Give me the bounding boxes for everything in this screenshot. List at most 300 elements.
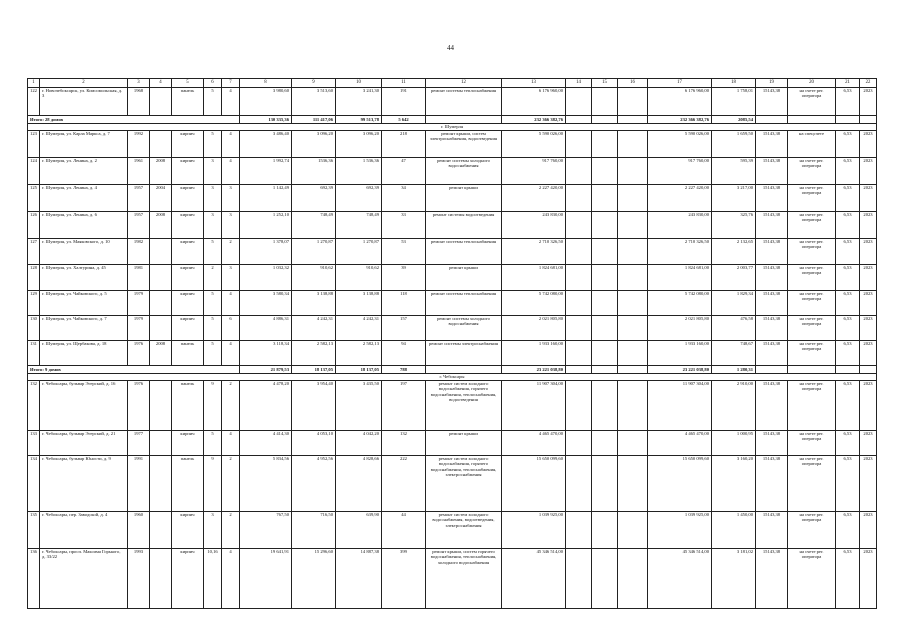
cell-year2 bbox=[150, 431, 172, 456]
cell-fund: на счете рег. оператора bbox=[788, 341, 836, 366]
cell-addr: г. Шумерля, ул. Ленина, д. 6 bbox=[40, 212, 128, 239]
cell-risk: 6,53 bbox=[836, 341, 860, 366]
cell-ent: 4 bbox=[222, 131, 240, 158]
summary-empty bbox=[618, 116, 648, 124]
cell-work: ремонт крыши bbox=[426, 265, 502, 291]
cell-risk: 6,53 bbox=[836, 158, 860, 185]
cell-fund: на счете рег. оператора bbox=[788, 88, 836, 116]
cell-a10: 4 042,20 bbox=[336, 431, 382, 456]
section-title: г. Чебоксары bbox=[28, 374, 877, 381]
summary-empty bbox=[788, 116, 836, 124]
cell-total: 2 021 805,80 bbox=[648, 316, 712, 341]
cell-work: ремонт системы холодного водоснабжения bbox=[426, 158, 502, 185]
cell-a10: 4 828,66 bbox=[336, 456, 382, 512]
column-number: 7 bbox=[222, 79, 240, 88]
cell-c14 bbox=[566, 512, 592, 549]
cell-total: 6 176 960,00 bbox=[648, 88, 712, 116]
cell-unit: 1 758,01 bbox=[712, 88, 756, 116]
cell-cost: 1 824 681,00 bbox=[502, 265, 566, 291]
cell-total: 2 227 420,00 bbox=[648, 185, 712, 212]
cell-year2 bbox=[150, 239, 172, 265]
cell-n: 133 bbox=[28, 431, 40, 456]
cell-work: ремонт системы теплоснабжения bbox=[426, 88, 502, 116]
cell-year2 bbox=[150, 316, 172, 341]
cell-year: 1976 bbox=[128, 341, 150, 366]
table-row bbox=[28, 456, 877, 512]
cell-limit: 15143,38 bbox=[756, 549, 788, 609]
cell-unit: 748,67 bbox=[712, 341, 756, 366]
cell-c16 bbox=[618, 131, 648, 158]
cell-work: ремонт системы холодного водоснабжения bbox=[426, 316, 502, 341]
cell-ent: 4 bbox=[222, 88, 240, 116]
cell-a11: 118 bbox=[382, 291, 426, 316]
cell-a8: 1 032,32 bbox=[240, 265, 292, 291]
cell-c14 bbox=[566, 265, 592, 291]
cell-c16 bbox=[618, 291, 648, 316]
table-row bbox=[28, 185, 877, 212]
cell-n: 134 bbox=[28, 456, 40, 512]
cell-fund: на счете рег. оператора bbox=[788, 512, 836, 549]
cell-work: ремонт системы теплоснабжения bbox=[426, 239, 502, 265]
cell-a8: 5 834,56 bbox=[240, 456, 292, 512]
cell-risk: 6,53 bbox=[836, 265, 860, 291]
cell-fund: на спецсчете bbox=[788, 131, 836, 158]
cell-wall: кирпич bbox=[172, 512, 204, 549]
section-row bbox=[28, 124, 877, 131]
cell-wall: кирпич bbox=[172, 212, 204, 239]
cell-limit: 15143,38 bbox=[756, 265, 788, 291]
column-number: 13 bbox=[502, 79, 566, 88]
cell-a10: 14 887,38 bbox=[336, 549, 382, 609]
cell-a9: 3 954,40 bbox=[292, 381, 336, 431]
column-number: 8 bbox=[240, 79, 292, 88]
table-row bbox=[28, 239, 877, 265]
cell-addr: г. Шумерля, ул. Чайковского, д. 5 bbox=[40, 291, 128, 316]
cell-c15 bbox=[592, 431, 618, 456]
table-row bbox=[28, 431, 877, 456]
cell-c15 bbox=[592, 88, 618, 116]
cell-risk: 6,53 bbox=[836, 316, 860, 341]
cell-fl: 3 bbox=[204, 512, 222, 549]
cell-cost: 1 039 925,00 bbox=[502, 512, 566, 549]
cell-year2 bbox=[150, 131, 172, 158]
cell-n: 136 bbox=[28, 549, 40, 609]
column-number: 16 bbox=[618, 79, 648, 88]
cell-total: 917 760,00 bbox=[648, 158, 712, 185]
column-number: 5 bbox=[172, 79, 204, 88]
cell-fund: на счете рег. оператора bbox=[788, 239, 836, 265]
summary-area-residential: 99 513,78 bbox=[336, 116, 382, 124]
column-number: 15 bbox=[592, 79, 618, 88]
cell-a8: 4 478,20 bbox=[240, 381, 292, 431]
cell-wall: кирпич bbox=[172, 158, 204, 185]
cell-a11: 53 bbox=[382, 239, 426, 265]
cell-a11: 33 bbox=[382, 212, 426, 239]
cell-a8: 4 886,31 bbox=[240, 316, 292, 341]
cell-n: 130 bbox=[28, 316, 40, 341]
cell-ent: 4 bbox=[222, 341, 240, 366]
cell-c16 bbox=[618, 212, 648, 239]
cell-total: 1 039 925,00 bbox=[648, 512, 712, 549]
cell-fund: на счете рег. оператора bbox=[788, 158, 836, 185]
cell-year: 1979 bbox=[128, 291, 150, 316]
cell-a10: 692,39 bbox=[336, 185, 382, 212]
cell-a9: 2 582,13 bbox=[292, 341, 336, 366]
cell-addr: г. Шумерля, ул. Ленина, д. 4 bbox=[40, 185, 128, 212]
cell-total: 5 590 026,00 bbox=[648, 131, 712, 158]
cell-unit: 3 217,00 bbox=[712, 185, 756, 212]
cell-year2: 2004 bbox=[150, 185, 172, 212]
cell-a8: 3 980,60 bbox=[240, 88, 292, 116]
cell-c16 bbox=[618, 316, 648, 341]
cell-year: 1957 bbox=[128, 185, 150, 212]
cell-a11: 39 bbox=[382, 265, 426, 291]
cell-a8: 19 641,91 bbox=[240, 549, 292, 609]
cell-fund: на счете рег. оператора bbox=[788, 456, 836, 512]
cell-year2: 2008 bbox=[150, 212, 172, 239]
summary-empty bbox=[566, 366, 592, 374]
cell-total: 243 830,00 bbox=[648, 212, 712, 239]
cell-n: 125 bbox=[28, 185, 40, 212]
cell-n: 126 bbox=[28, 212, 40, 239]
cell-fl: 9 bbox=[204, 381, 222, 431]
page-number: 44 bbox=[447, 44, 454, 52]
summary-label: Итого: 9 домов bbox=[28, 366, 240, 374]
cell-end: 2023 bbox=[860, 549, 877, 609]
cell-a8: 1 992,74 bbox=[240, 158, 292, 185]
cell-addr: г. Шумерля, ул. Чайковского, д. 7 bbox=[40, 316, 128, 341]
column-number: 20 bbox=[788, 79, 836, 88]
cell-risk: 6,53 bbox=[836, 212, 860, 239]
cell-a8: 1 142,49 bbox=[240, 185, 292, 212]
cell-a10: 1 270,87 bbox=[336, 239, 382, 265]
cell-c16 bbox=[618, 239, 648, 265]
cell-addr: г. Шумерля, ул. Ленина, д. 2 bbox=[40, 158, 128, 185]
column-number: 18 bbox=[712, 79, 756, 88]
cell-wall: кирпич bbox=[172, 131, 204, 158]
cell-c14 bbox=[566, 291, 592, 316]
cell-year: 1968 bbox=[128, 88, 150, 116]
cell-limit: 15143,38 bbox=[756, 88, 788, 116]
cell-c16 bbox=[618, 265, 648, 291]
table-row bbox=[28, 88, 877, 116]
cell-risk: 6,53 bbox=[836, 456, 860, 512]
cell-n: 124 bbox=[28, 158, 40, 185]
cell-cost: 4 465 470,00 bbox=[502, 431, 566, 456]
cell-unit: 1 450,00 bbox=[712, 512, 756, 549]
cell-limit: 15143,38 bbox=[756, 291, 788, 316]
column-number: 1 bbox=[28, 79, 40, 88]
cell-fund: на счете рег. оператора bbox=[788, 431, 836, 456]
cell-a9: 3 096,20 bbox=[292, 131, 336, 158]
column-number: 21 bbox=[836, 79, 860, 88]
summary-empty bbox=[592, 366, 618, 374]
cell-fl: 9 bbox=[204, 456, 222, 512]
cell-end: 2023 bbox=[860, 316, 877, 341]
cell-fund: на счете рег. оператора bbox=[788, 265, 836, 291]
cell-c14 bbox=[566, 185, 592, 212]
cell-a10: 910,62 bbox=[336, 265, 382, 291]
cell-ent: 2 bbox=[222, 512, 240, 549]
column-number: 3 bbox=[128, 79, 150, 88]
cell-unit: 2 003,77 bbox=[712, 265, 756, 291]
cell-limit: 15143,38 bbox=[756, 512, 788, 549]
cell-unit: 3 160,20 bbox=[712, 456, 756, 512]
column-number: 19 bbox=[756, 79, 788, 88]
cell-year: 1991 bbox=[128, 456, 150, 512]
cell-total: 15 650 099,60 bbox=[648, 456, 712, 512]
cell-year2: 2008 bbox=[150, 341, 172, 366]
cell-a9: 1 270,87 bbox=[292, 239, 336, 265]
summary-empty bbox=[860, 366, 877, 374]
summary-area-residential: 18 137,05 bbox=[336, 366, 382, 374]
cell-a8: 3 580,34 bbox=[240, 291, 292, 316]
cell-work: ремонт системы электроснабжения bbox=[426, 341, 502, 366]
cell-a11: 94 bbox=[382, 341, 426, 366]
summary-empty bbox=[426, 366, 502, 374]
summary-area-total: 21 879,53 bbox=[240, 366, 292, 374]
cell-year: 1992 bbox=[128, 131, 150, 158]
cell-ent: 4 bbox=[222, 291, 240, 316]
cell-a9: 15 296,60 bbox=[292, 549, 336, 609]
table-row bbox=[28, 291, 877, 316]
cell-year2 bbox=[150, 291, 172, 316]
cell-a11: 157 bbox=[382, 316, 426, 341]
cell-a10: 3 241,30 bbox=[336, 88, 382, 116]
cell-c15 bbox=[592, 131, 618, 158]
cell-work: ремонт систем холодного водоснабжения, водоотведения, электроснабжения bbox=[426, 512, 502, 549]
cell-c14 bbox=[566, 456, 592, 512]
cell-a10: 639,90 bbox=[336, 512, 382, 549]
cell-year2: 2008 bbox=[150, 158, 172, 185]
cell-end: 2023 bbox=[860, 212, 877, 239]
cell-a9: 716,50 bbox=[292, 512, 336, 549]
cell-unit: 476,58 bbox=[712, 316, 756, 341]
summary-cost: 23 221 038,80 bbox=[502, 366, 566, 374]
table-row bbox=[28, 512, 877, 549]
cell-a8: 1 252,10 bbox=[240, 212, 292, 239]
cell-cost: 11 907 304,00 bbox=[502, 381, 566, 431]
cell-a10: 748,49 bbox=[336, 212, 382, 239]
cell-risk: 6,53 bbox=[836, 512, 860, 549]
cell-a10: 1 536,36 bbox=[336, 158, 382, 185]
cell-ent: 2 bbox=[222, 239, 240, 265]
cell-n: 131 bbox=[28, 341, 40, 366]
cell-c15 bbox=[592, 265, 618, 291]
cell-year: 1976 bbox=[128, 381, 150, 431]
cell-fund: на счете рег. оператора bbox=[788, 316, 836, 341]
summary-residents: 5 642 bbox=[382, 116, 426, 124]
table-row bbox=[28, 381, 877, 431]
cell-a9: 1536,36 bbox=[292, 158, 336, 185]
table-row bbox=[28, 549, 877, 609]
cell-year2 bbox=[150, 381, 172, 431]
cell-c15 bbox=[592, 316, 618, 341]
cell-year2 bbox=[150, 456, 172, 512]
cell-work: ремонт систем холодного водоснабжения, горячего водоснабжения, теплоснабжения, водоотведения bbox=[426, 381, 502, 431]
column-number: 6 bbox=[204, 79, 222, 88]
cell-c16 bbox=[618, 88, 648, 116]
cell-risk: 6,53 bbox=[836, 549, 860, 609]
cell-fl: 5 bbox=[204, 341, 222, 366]
cell-risk: 6,53 bbox=[836, 431, 860, 456]
cell-a11: 47 bbox=[382, 158, 426, 185]
cell-ent: 2 bbox=[222, 456, 240, 512]
cell-ent: 3 bbox=[222, 265, 240, 291]
repair-register-table bbox=[27, 78, 877, 609]
cell-limit: 15143,38 bbox=[756, 456, 788, 512]
summary-empty bbox=[860, 116, 877, 124]
cell-year2 bbox=[150, 88, 172, 116]
column-number: 11 bbox=[382, 79, 426, 88]
summary-empty bbox=[756, 116, 788, 124]
cell-unit: 3 181,02 bbox=[712, 549, 756, 609]
cell-n: 127 bbox=[28, 239, 40, 265]
cell-wall: панель bbox=[172, 381, 204, 431]
cell-c14 bbox=[566, 341, 592, 366]
cell-cost: 243 830,00 bbox=[502, 212, 566, 239]
cell-fl: 5 bbox=[204, 239, 222, 265]
cell-work: ремонт систем холодного водоснабжения, горячего водоснабжения, теплоснабжения, электроснабжения bbox=[426, 456, 502, 512]
cell-c16 bbox=[618, 431, 648, 456]
cell-a9: 3 138,88 bbox=[292, 291, 336, 316]
cell-limit: 15143,38 bbox=[756, 185, 788, 212]
summary-empty bbox=[836, 116, 860, 124]
cell-a9: 4 242,31 bbox=[292, 316, 336, 341]
cell-cost: 5 742 080,00 bbox=[502, 291, 566, 316]
cell-a9: 748,49 bbox=[292, 212, 336, 239]
cell-ent: 3 bbox=[222, 185, 240, 212]
cell-n: 123 bbox=[28, 131, 40, 158]
cell-c14 bbox=[566, 381, 592, 431]
summary-area-premises: 111 417,06 bbox=[292, 116, 336, 124]
cell-year2 bbox=[150, 549, 172, 609]
cell-end: 2023 bbox=[860, 456, 877, 512]
cell-c14 bbox=[566, 431, 592, 456]
cell-n: 132 bbox=[28, 381, 40, 431]
cell-fund: на счете рег. оператора bbox=[788, 291, 836, 316]
cell-work: ремонт системы водоотведения bbox=[426, 212, 502, 239]
cell-fl: 10,16 bbox=[204, 549, 222, 609]
summary-empty bbox=[592, 116, 618, 124]
cell-year2 bbox=[150, 265, 172, 291]
summary-cost: 232 366 382,76 bbox=[502, 116, 566, 124]
cell-c16 bbox=[618, 341, 648, 366]
cell-a10: 2 582,13 bbox=[336, 341, 382, 366]
table-row bbox=[28, 316, 877, 341]
section-row bbox=[28, 374, 877, 381]
cell-ent: 2 bbox=[222, 381, 240, 431]
column-number-header bbox=[28, 79, 877, 88]
summary-empty bbox=[836, 366, 860, 374]
cell-year: 1979 bbox=[128, 316, 150, 341]
cell-c16 bbox=[618, 456, 648, 512]
summary-area-total: 130 335,36 bbox=[240, 116, 292, 124]
cell-unit: 325,76 bbox=[712, 212, 756, 239]
cell-addr: г. Чебоксары, бульвар Эгерский, д. 16 bbox=[40, 381, 128, 431]
summary-total: 232 366 382,76 bbox=[648, 116, 712, 124]
summary-unit-cost: 2085,54 bbox=[712, 116, 756, 124]
cell-a10: 3 435,50 bbox=[336, 381, 382, 431]
cell-cost: 917 760,00 bbox=[502, 158, 566, 185]
cell-a11: 44 bbox=[382, 512, 426, 549]
cell-c16 bbox=[618, 549, 648, 609]
cell-year: 1960 bbox=[128, 512, 150, 549]
table-row bbox=[28, 131, 877, 158]
cell-ent: 4 bbox=[222, 158, 240, 185]
cell-wall: панель bbox=[172, 341, 204, 366]
cell-work: ремонт крыши bbox=[426, 431, 502, 456]
cell-ent: 4 bbox=[222, 431, 240, 456]
cell-a10: 4 242,31 bbox=[336, 316, 382, 341]
cell-fund: на счете рег. оператора bbox=[788, 185, 836, 212]
cell-c14 bbox=[566, 316, 592, 341]
cell-a9: 4 053,10 bbox=[292, 431, 336, 456]
cell-end: 2023 bbox=[860, 381, 877, 431]
cell-c16 bbox=[618, 512, 648, 549]
cell-n: 129 bbox=[28, 291, 40, 316]
column-number: 10 bbox=[336, 79, 382, 88]
cell-total: 45 346 514,00 bbox=[648, 549, 712, 609]
cell-c14 bbox=[566, 212, 592, 239]
cell-limit: 15143,38 bbox=[756, 212, 788, 239]
cell-risk: 6,53 bbox=[836, 185, 860, 212]
cell-cost: 6 176 960,00 bbox=[502, 88, 566, 116]
cell-wall: кирпич bbox=[172, 549, 204, 609]
table-row bbox=[28, 158, 877, 185]
summary-empty bbox=[788, 366, 836, 374]
cell-addr: г. Шумерля, ул. Халтурина, д. 45 bbox=[40, 265, 128, 291]
cell-fl: 3 bbox=[204, 185, 222, 212]
cell-end: 2023 bbox=[860, 431, 877, 456]
cell-total: 1 824 681,00 bbox=[648, 265, 712, 291]
cell-year: 1957 bbox=[128, 212, 150, 239]
cell-addr: г. Шумерля, ул. Карла Маркса, д. 7 bbox=[40, 131, 128, 158]
cell-total: 4 465 470,00 bbox=[648, 431, 712, 456]
column-number: 22 bbox=[860, 79, 877, 88]
cell-addr: г. Чебоксары, бульвар Юности, д. 9 bbox=[40, 456, 128, 512]
cell-a10: 3 096,20 bbox=[336, 131, 382, 158]
cell-cost: 1 933 160,00 bbox=[502, 341, 566, 366]
cell-addr: г. Шумерля, ул. Маяковского, д. 10 bbox=[40, 239, 128, 265]
cell-work: ремонт крыши bbox=[426, 185, 502, 212]
cell-cost: 2 021 805,80 bbox=[502, 316, 566, 341]
cell-c15 bbox=[592, 212, 618, 239]
cell-a8: 1 378,07 bbox=[240, 239, 292, 265]
table-row bbox=[28, 265, 877, 291]
cell-a11: 132 bbox=[382, 431, 426, 456]
summary-empty bbox=[756, 366, 788, 374]
cell-unit: 595,39 bbox=[712, 158, 756, 185]
cell-limit: 15143,38 bbox=[756, 381, 788, 431]
column-number: 2 bbox=[40, 79, 128, 88]
cell-c14 bbox=[566, 239, 592, 265]
cell-unit: 2 910,00 bbox=[712, 381, 756, 431]
cell-fund: на счете рег. оператора bbox=[788, 549, 836, 609]
cell-end: 2023 bbox=[860, 512, 877, 549]
cell-fl: 5 bbox=[204, 316, 222, 341]
cell-c15 bbox=[592, 456, 618, 512]
cell-risk: 6,53 bbox=[836, 239, 860, 265]
cell-wall: кирпич bbox=[172, 185, 204, 212]
cell-work: ремонт системы теплоснабжения bbox=[426, 291, 502, 316]
cell-limit: 15143,38 bbox=[756, 239, 788, 265]
cell-limit: 15143,38 bbox=[756, 316, 788, 341]
summary-row bbox=[28, 116, 877, 124]
cell-cost: 2 710 326,50 bbox=[502, 239, 566, 265]
cell-work: ремонт крыши, систем электроснабжения, водоотведения bbox=[426, 131, 502, 158]
cell-ent: 3 bbox=[222, 212, 240, 239]
